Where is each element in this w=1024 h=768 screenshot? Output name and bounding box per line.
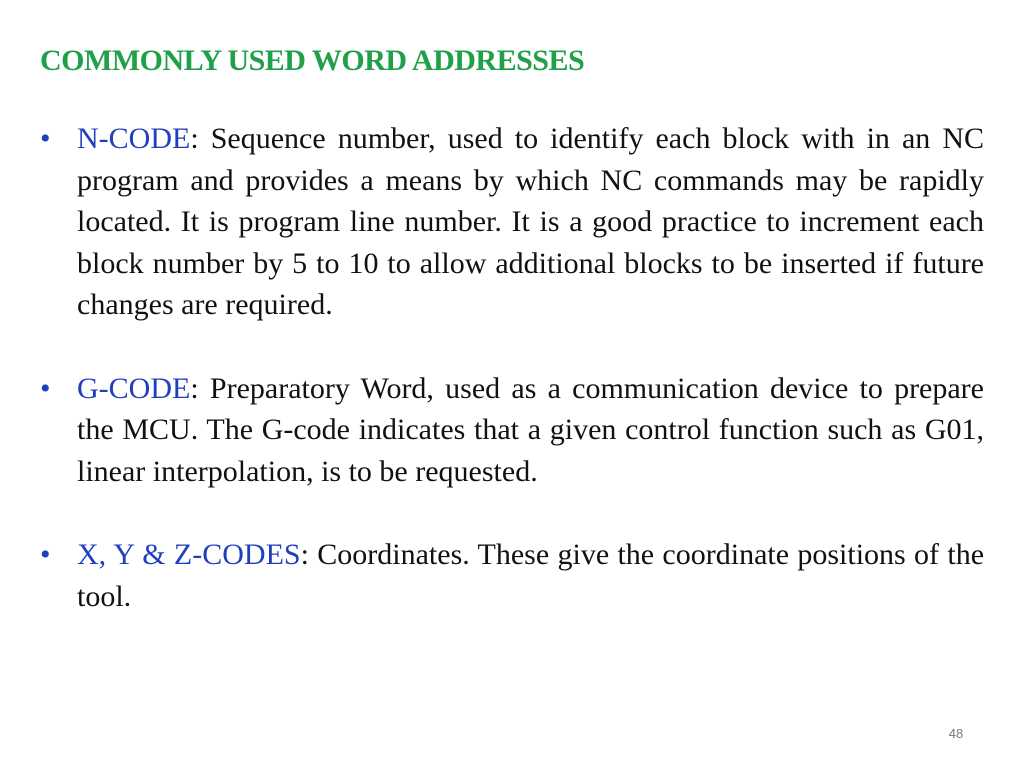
- page-number: 48: [948, 726, 964, 741]
- term-n-code: N-CODE: [77, 122, 191, 155]
- bullet-text-n-code: Sequence number, used to identify each block with in an NC program and provides a means by which NC commands may be rapidly located. It is program line number. It is a good practice to increment each block number by 5 to 10 to allow additional blocks to be inserted if future changes are required.: [77, 122, 984, 321]
- term-separator: :: [300, 538, 309, 571]
- bullet-icon: •: [40, 122, 51, 155]
- bullet-text-xyz-codes: Coordinates. These give the coordinate positions of the tool.: [77, 538, 985, 613]
- term-separator: :: [190, 371, 199, 405]
- bullet-list: [40, 118, 984, 659]
- bullet-icon: •: [40, 371, 51, 405]
- term-separator: :: [190, 122, 199, 155]
- bullet-item-g-code: [40, 368, 984, 493]
- slide-title: COMMONLY USED WORD ADDRESSES: [40, 44, 585, 77]
- bullet-item-n-code: [40, 118, 984, 326]
- bullet-icon: •: [40, 538, 51, 571]
- term-g-code: G-CODE: [77, 371, 191, 405]
- term-xyz-codes: X, Y & Z-CODES: [77, 538, 301, 571]
- bullet-item-xyz-codes: [40, 534, 984, 617]
- bullet-text-g-code: Preparatory Word, used as a communication device to prepare the MCU. The G-code indicates that a given control function such as G01, linear interpolation, is to be requested.: [77, 371, 984, 488]
